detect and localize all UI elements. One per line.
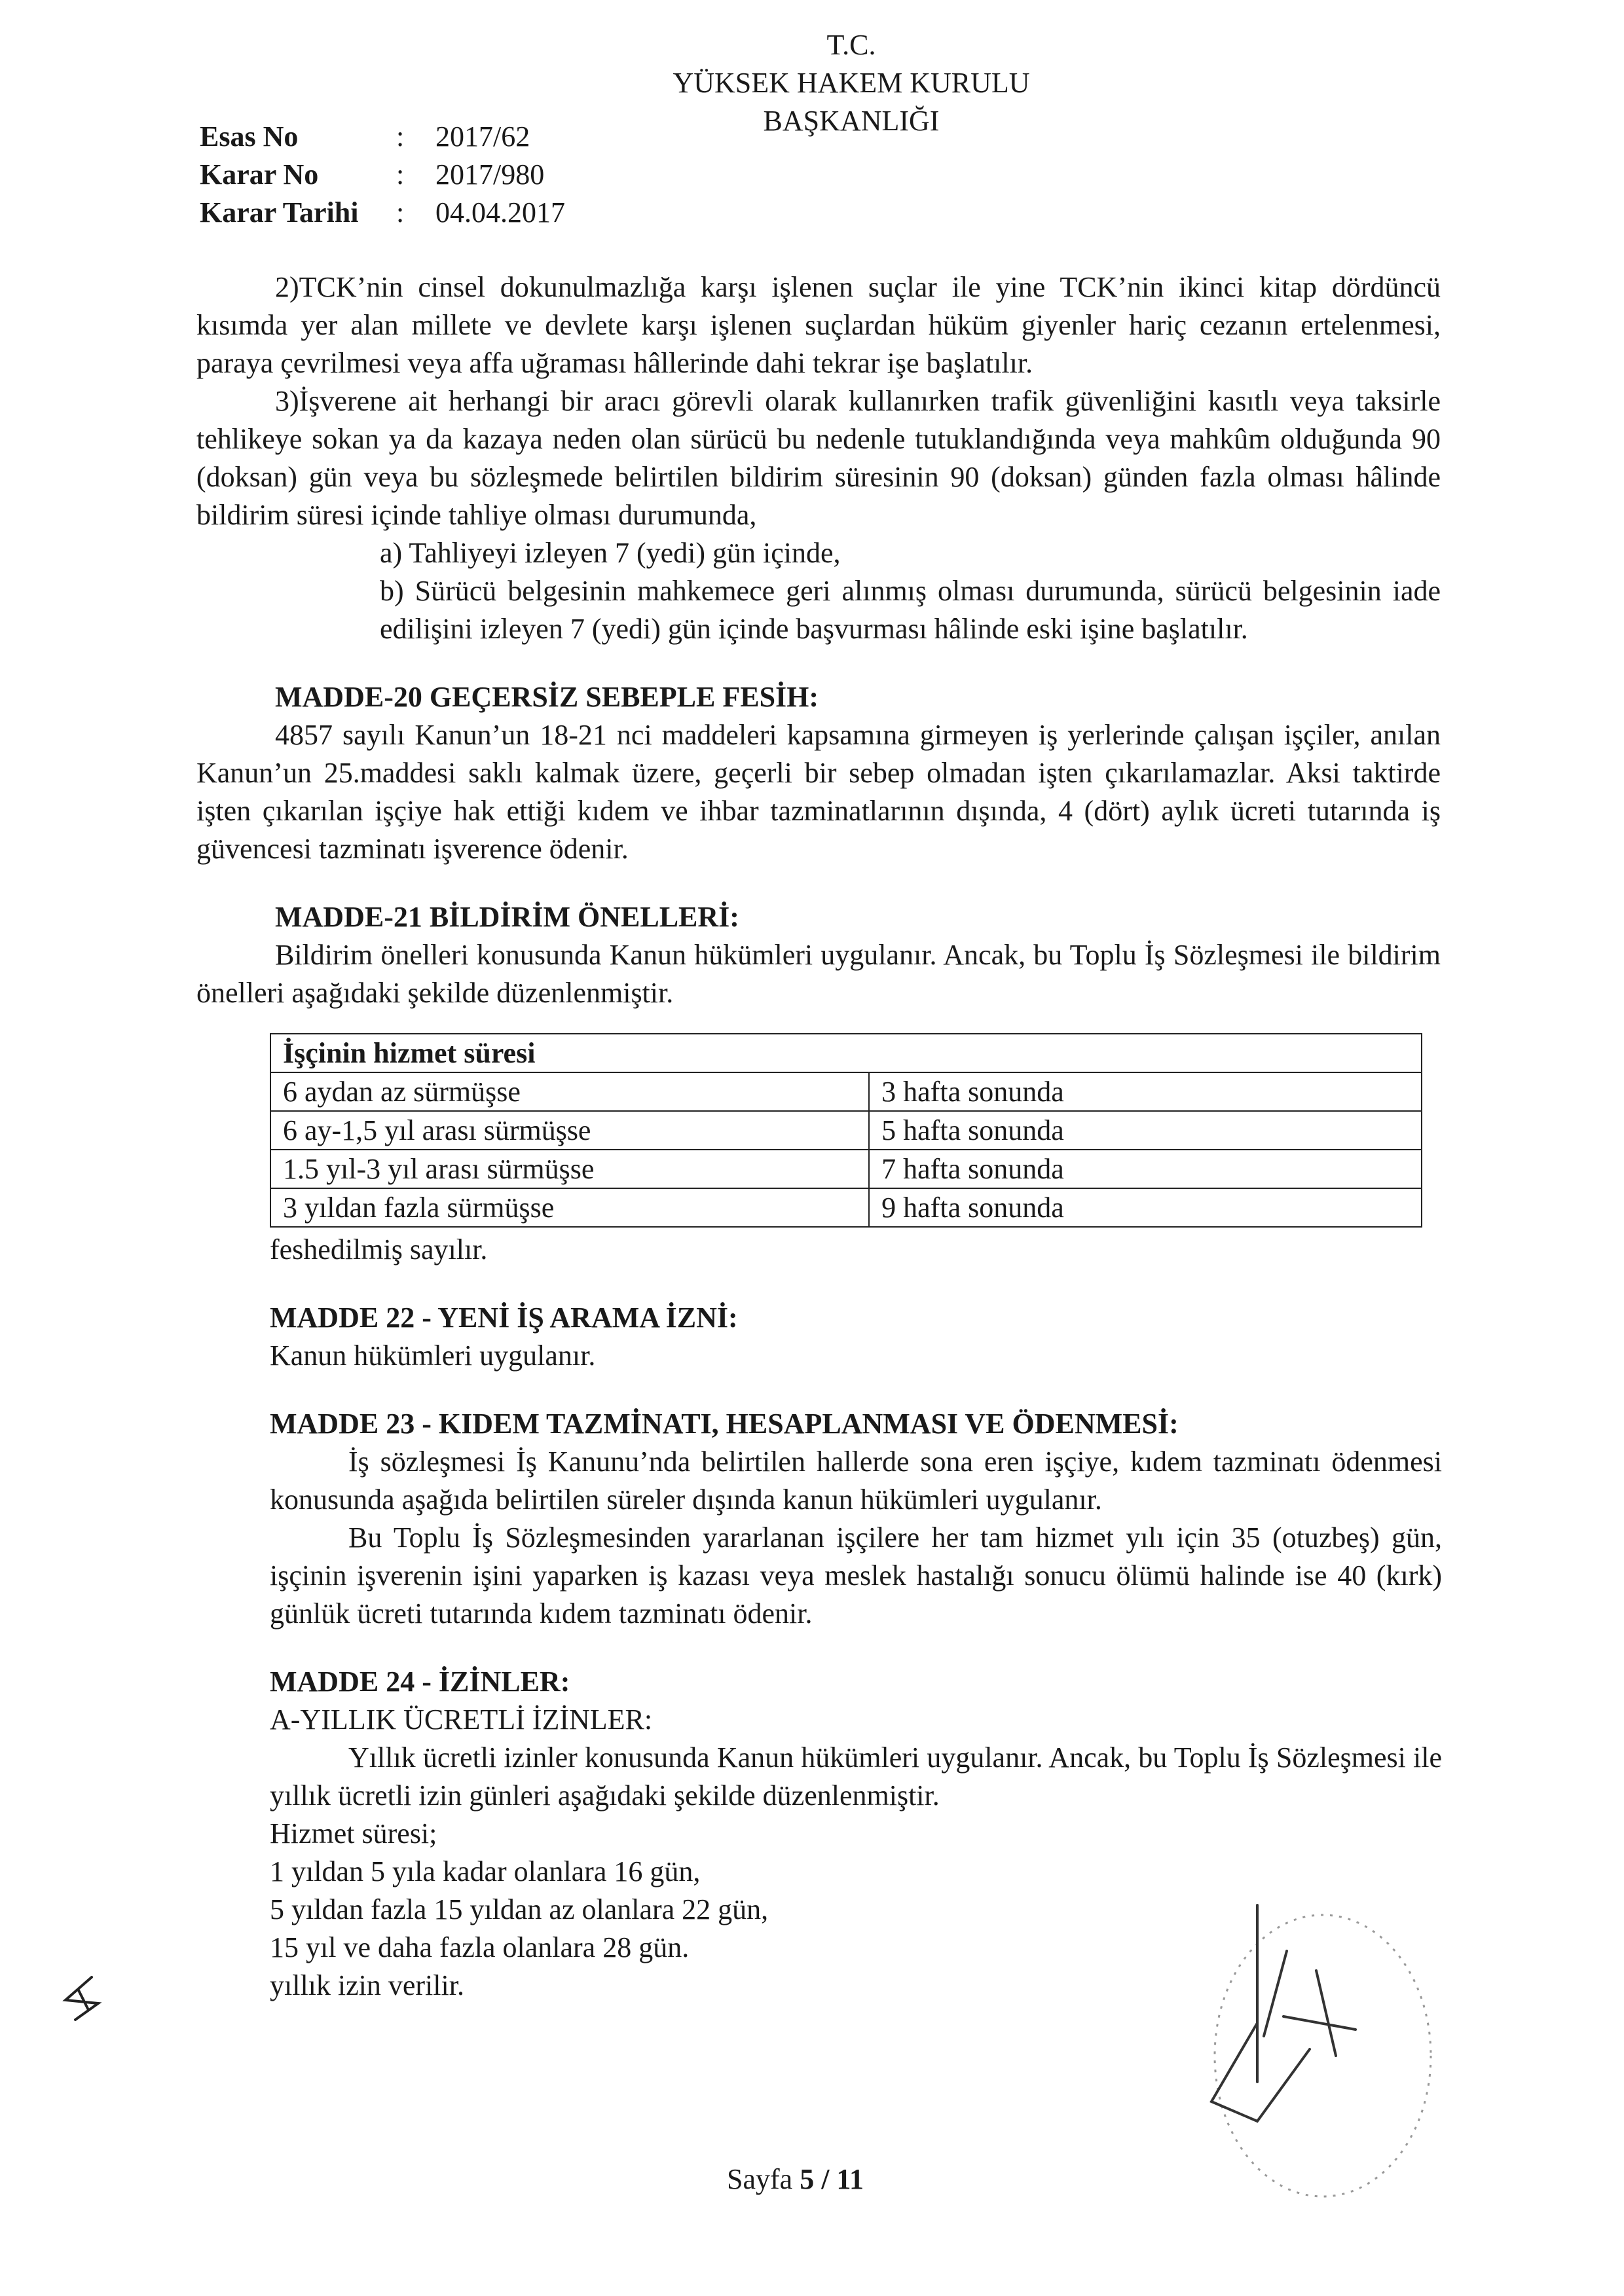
paragraph-izin-verilir: yıllık izin verilir. (270, 1969, 464, 2001)
heading-annual-leave: A-YILLIK ÜCRETLİ İZİNLER: (270, 1704, 653, 1736)
tarih-value: 04.04.2017 (435, 196, 565, 228)
tarih-label: Karar Tarihi (200, 196, 359, 228)
footer-page-number: 5 / 11 (800, 2163, 864, 2195)
paragraph-driver: 3)İşverene ait herhangi bir aracı görevli olarak kullanırken trafik güvenliğini kasıtlı veya taksirle tehlikeye sokan ya da kazaya neden olan sürücü bu nedenle tutuklandığında veya mahkûm olduğunda 90 (doksan) gün veya bu sözleşmede belirtilen bildirim süresinin 90 (doksan) günden fazla olması hâlinde bildirim süresi içinde tahliye olması durumunda, (196, 385, 1441, 531)
table-row (270, 1188, 1422, 1227)
table-row (270, 1150, 1422, 1188)
leave-item-2: 5 yıldan fazla 15 yıldan az olanlara 22 gün, (270, 1893, 769, 1925)
paragraph-item-a: a) Tahliyeyi izleyen 7 (yedi) gün içinde, (380, 537, 841, 569)
table-header-row (270, 1034, 1422, 1072)
footer-label: Sayfa (727, 2163, 793, 2195)
notice-cell: 3 hafta sonunda (869, 1072, 1422, 1111)
table-header-cell: İşçinin hizmet süresi (270, 1034, 1422, 1072)
heading-madde-23: MADDE 23 - KIDEM TAZMİNATI, HESAPLANMASI VE ÖDENMESİ: (270, 1408, 1179, 1440)
paragraph-madde-23-a: İş sözleşmesi İş Kanunu’nda belirtilen hallerde sona eren işçiye, kıdem tazminatı ödenmesi konusunda aşağıda belirtilen süreler dışında kanun hükümleri uygulanır. (270, 1446, 1442, 1516)
signature-strokes (1211, 1905, 1356, 2121)
duration-cell: 1.5 yıl-3 yıl arası sürmüşse (270, 1150, 869, 1188)
karar-label: Karar No (200, 158, 319, 191)
paragraph-madde-23-b: Bu Toplu İş Sözleşmesinden yararlanan işçilere her tam hizmet yılı için 35 (otuzbeş) gün, işçinin işverenin işini yaparken iş kazası veya meslek hastalığı sonucu ölümü halinde ise 40 (kırk) günlük ücreti tutarında kıdem tazminatı ödenir. (270, 1522, 1442, 1630)
paragraph-annual-leave: Yıllık ücretli izinler konusunda Kanun hükümleri uygulanır. Ancak, bu Toplu İş Sözleşmesi ile yıllık ücretli izin günleri aşağıdaki şekilde düzenlenmiştir. (270, 1741, 1442, 1812)
paragraph-feshedilmis: feshedilmiş sayılır. (270, 1233, 488, 1266)
header-institution: YÜKSEK HAKEM KURULU (673, 67, 1030, 99)
notice-period-table (270, 1033, 1422, 1228)
body-part-1 (196, 268, 1441, 1012)
leave-item-1: 1 yıldan 5 yıla kadar olanlara 16 gün, (270, 1855, 701, 1887)
stamp-circle (1215, 1915, 1431, 2196)
esas-value: 2017/62 (435, 120, 530, 153)
duration-cell: 6 ay-1,5 yıl arası sürmüşse (270, 1111, 869, 1150)
paragraph-madde-20: 4857 sayılı Kanun’un 18-21 nci maddeleri kapsamına girmeyen iş yerlerinde çalışan işçiler, anılan Kanun’un 25.maddesi saklı kalmak üzere, geçerli bir sebep olmadan işten çıkarılamazlar. Aksi taktirde işten çıkarılan işçiye hak ettiği kıdem ve ihbar tazminatlarının dışında, 4 (dört) aylık ücreti tutarında iş güvencesi tazminatı işverence ödenir. (196, 719, 1441, 865)
meta-karar (200, 156, 544, 194)
notice-cell: 9 hafta sonunda (869, 1188, 1422, 1227)
heading-madde-21: MADDE-21 BİLDİRİM ÖNELLERİ: (275, 901, 739, 933)
paragraph-item-b: b) Sürücü belgesinin mahkemece geri alınmış olması durumunda, sürücü belgesinin iade edilişini izleyen 7 (yedi) gün içinde başvurması hâlinde eski işine başlatılır. (380, 575, 1441, 645)
tarih-colon: : (396, 196, 405, 228)
margin-initial-mark (52, 1971, 111, 2023)
karar-colon: : (396, 158, 405, 191)
notice-cell: 5 hafta sonunda (869, 1111, 1422, 1150)
paragraph-madde-22: Kanun hükümleri uygulanır. (270, 1339, 596, 1372)
page-footer (727, 2160, 864, 2198)
meta-tarih (200, 194, 565, 232)
heading-madde-24: MADDE 24 - İZİNLER: (270, 1666, 570, 1698)
heading-madde-20: MADDE-20 GEÇERSİZ SEBEPLE FESİH: (275, 681, 819, 713)
table-row (270, 1111, 1422, 1150)
meta-esas (200, 118, 530, 156)
esas-label: Esas No (200, 120, 299, 153)
duration-cell: 6 aydan az sürmüşse (270, 1072, 869, 1111)
header-presidency: BAŞKANLIĞI (763, 105, 940, 137)
duration-cell: 3 yıldan fazla sürmüşse (270, 1188, 869, 1227)
leave-item-3: 15 yıl ve daha fazla olanlara 28 gün. (270, 1931, 690, 1963)
karar-value: 2017/980 (435, 158, 545, 191)
signature-stamp (1166, 1886, 1441, 2226)
heading-madde-22: MADDE 22 - YENİ İŞ ARAMA İZNİ: (270, 1302, 738, 1334)
table-row (270, 1072, 1422, 1111)
esas-colon: : (396, 120, 405, 153)
notice-cell: 7 hafta sonunda (869, 1150, 1422, 1188)
header-tc: T.C. (826, 29, 876, 61)
paragraph-tck: 2)TCK’nin cinsel dokunulmazlığa karşı işlenen suçlar ile yine TCK’nin ikinci kitap dördüncü kısımda yer alan millete ve devlete karşı işlenen suçlardan hüküm giyenler hariç cezanın ertelenmesi, paraya çevrilmesi veya affa uğraması hâllerinde dahi tekrar işe başlatılır. (196, 271, 1441, 379)
paragraph-madde-21: Bildirim önelleri konusunda Kanun hükümleri uygulanır. Ancak, bu Toplu İş Sözleşmesi ile bildirim önelleri aşağıdaki şekilde düzenlenmiştir. (196, 939, 1441, 1009)
paragraph-hizmet-suresi: Hizmet süresi; (270, 1817, 437, 1850)
